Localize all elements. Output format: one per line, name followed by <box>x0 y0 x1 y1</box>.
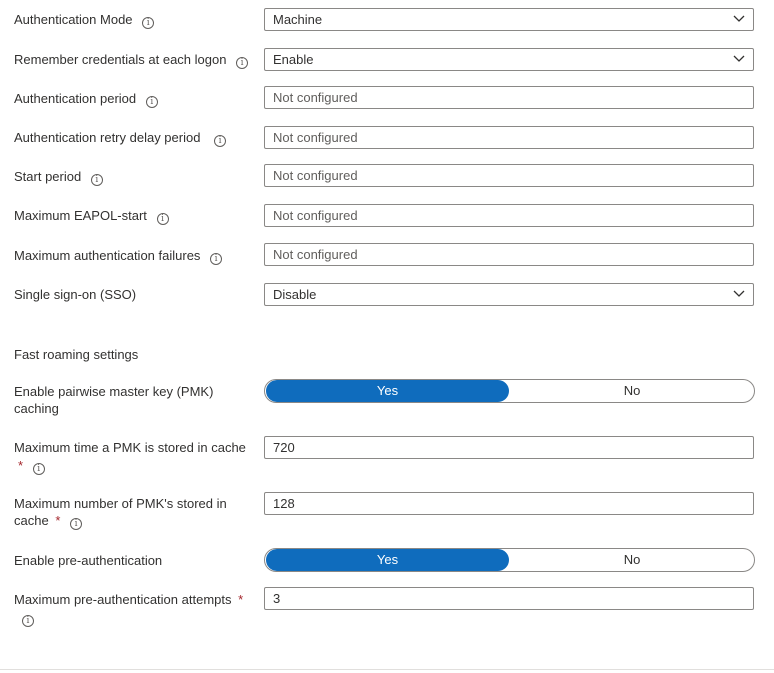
pmk-caching-toggle[interactable] <box>264 379 755 403</box>
sso-label: Single sign-on (SSO) <box>14 287 137 302</box>
max-auth-failures-label: Maximum authentication failures i <box>14 247 222 265</box>
remember-creds-select[interactable]: Enable <box>264 48 754 71</box>
start-period-input[interactable]: Not configured <box>264 164 754 187</box>
max-eapol-label: Maximum EAPOL-start i <box>14 207 169 225</box>
sso-select[interactable]: Disable <box>264 283 754 306</box>
pmk-time-input[interactable]: 720 <box>264 436 754 459</box>
max-auth-failures-input[interactable]: Not configured <box>264 243 754 266</box>
fast-roaming-title: Fast roaming settings <box>14 347 139 362</box>
chevron-down-icon <box>733 290 745 298</box>
start-period-label: Start period i <box>14 168 103 186</box>
info-icon[interactable]: i <box>236 57 248 69</box>
pre-auth-no-option[interactable]: No <box>623 552 641 567</box>
required-marker: * <box>55 513 61 528</box>
auth-retry-label: Authentication retry delay period i <box>14 129 226 147</box>
info-icon[interactable]: i <box>91 174 103 186</box>
info-icon[interactable]: i <box>70 518 82 530</box>
auth-mode-select[interactable]: Machine <box>264 8 754 31</box>
auth-mode-label: Authentication Mode i <box>14 11 154 29</box>
info-icon[interactable]: i <box>210 253 222 265</box>
info-icon[interactable]: i <box>22 615 34 627</box>
remember-creds-label: Remember credentials at each logon i <box>14 51 248 69</box>
pmk-number-label: Maximum number of PMK's stored in cache * i <box>14 496 227 529</box>
bottom-divider <box>0 669 774 670</box>
auth-retry-input[interactable]: Not configured <box>264 126 754 149</box>
pmk-caching-label: Enable pairwise master key (PMK) caching <box>14 384 214 416</box>
auth-period-input[interactable]: Not configured <box>264 86 754 109</box>
info-icon[interactable]: i <box>33 463 45 475</box>
info-icon[interactable]: i <box>142 17 154 29</box>
pre-auth-toggle[interactable] <box>264 548 755 572</box>
chevron-down-icon <box>733 15 745 23</box>
pre-auth-attempts-label: Maximum pre-authentication attempts * i <box>14 592 244 626</box>
required-marker: * <box>238 592 244 607</box>
max-eapol-input[interactable]: Not configured <box>264 204 754 227</box>
info-icon[interactable]: i <box>157 213 169 225</box>
pre-auth-attempts-input[interactable]: 3 <box>264 587 754 610</box>
info-icon[interactable]: i <box>214 135 226 147</box>
pre-auth-label: Enable pre-authentication <box>14 553 163 568</box>
required-marker: * <box>18 458 24 473</box>
chevron-down-icon <box>733 55 745 63</box>
pmk-caching-yes-option[interactable]: Yes <box>266 380 509 402</box>
pmk-number-input[interactable]: 128 <box>264 492 754 515</box>
auth-period-label: Authentication period i <box>14 90 158 108</box>
pmk-caching-no-option[interactable]: No <box>623 383 641 398</box>
info-icon[interactable]: i <box>146 96 158 108</box>
pre-auth-yes-option[interactable]: Yes <box>266 549 509 571</box>
pmk-time-label: Maximum time a PMK is stored in cache * i <box>14 440 246 474</box>
